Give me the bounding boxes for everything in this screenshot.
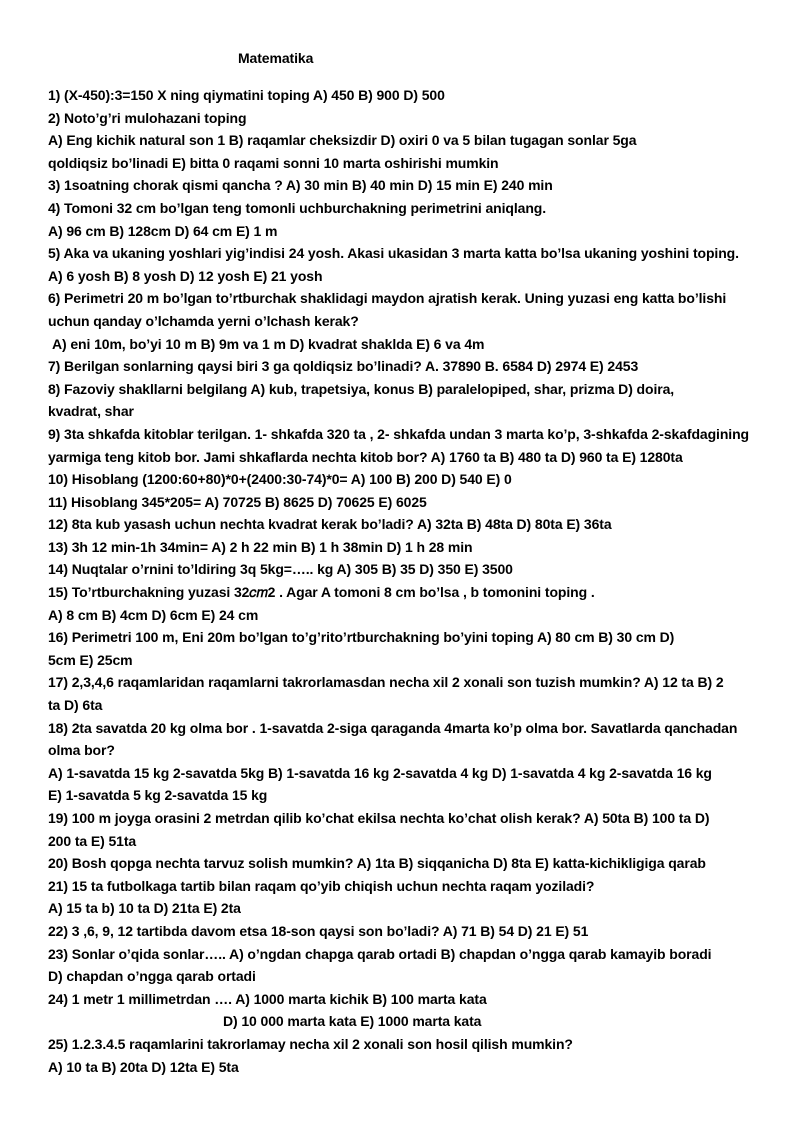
text-line bbox=[48, 84, 776, 107]
text-line-content: 12) 8ta kub yasash uchun nechta kvadrat kerak bo’ladi? A) 32ta B) 48ta D) 80ta E) 36ta bbox=[48, 516, 612, 533]
text-line-content: qoldiqsiz bo’linadi E) bitta 0 raqami sonni 10 marta oshirishi mumkin bbox=[48, 154, 499, 171]
text-line-content: D) chapdan o’ngga qarab ortadi bbox=[48, 968, 256, 985]
text-line-content: A) Eng kichik natural son 1 B) raqamlar cheksizdir D) oxiri 0 va 5 bilan tugagan sonlar 5ga bbox=[48, 132, 637, 149]
text-line bbox=[48, 355, 776, 378]
text-line bbox=[48, 807, 776, 830]
text-line-content: 25) 1.2.3.4.5 raqamlarini takrorlamay necha xil 2 xonali son hosil qilish mumkin? bbox=[48, 1035, 573, 1052]
text-line-content: 8) Fazoviy shakllarni belgilang A) kub, trapetsiya, konus B) paralelopiped, shar, prizma D) doira, bbox=[48, 380, 675, 397]
text-line-content: yarmiga teng kitob bor. Jami shkaflarda nechta kitob bor? A) 1760 ta B) 480 ta D) 960 ta E) 1280ta bbox=[48, 448, 683, 465]
text-line-content: kvadrat, shar bbox=[48, 403, 134, 420]
text-line-content: 19) 100 m joyga orasini 2 metrdan qilib ko’chat ekilsa nechta ko’chat olish kerak? A) 50ta B) 100 ta D) bbox=[48, 810, 710, 826]
text-line bbox=[48, 423, 776, 446]
page-title: Matematika bbox=[238, 50, 314, 66]
text-line-content: 3) 1soatning chorak qismi qancha ? A) 30 min B) 40 min D) 15 min E) 240 min bbox=[48, 177, 553, 194]
text-line bbox=[48, 671, 776, 694]
text-line bbox=[48, 875, 776, 898]
text-line bbox=[48, 242, 776, 265]
text-line-content: 6) Perimetri 20 m bo’lgan to’rtburchak shaklidagi maydon ajratish kerak. Uning yuzasi eng katta bo’lishi bbox=[48, 290, 727, 307]
text-line bbox=[48, 649, 776, 672]
text-line-content: 7) Berilgan sonlarning qaysi biri 3 ga qoldiqsiz bo’linadi? A. 37890 B. 6584 D) 2974 E) 2453 bbox=[48, 358, 639, 375]
text-line bbox=[48, 129, 776, 152]
text-line-content: 16) Perimetri 100 m, Eni 20m bo’lgan to’g’rito’rtburchakning bo’yini toping A) 80 cm B) 30 cm D) bbox=[48, 629, 675, 646]
text-line-content: 22) 3 ,6, 9, 12 tartibda davom etsa 18-son qaysi son bo’ladi? A) 71 B) 54 D) 21 E) 51 bbox=[48, 922, 589, 939]
text-line-content: A) 10 ta B) 20ta D) 12ta E) 5ta bbox=[48, 1058, 239, 1075]
text-line bbox=[48, 717, 776, 740]
text-line bbox=[48, 468, 776, 491]
text-line bbox=[48, 310, 776, 333]
text-line-content: A) 6 yosh B) 8 yosh D) 12 yosh E) 21 yosh bbox=[48, 267, 323, 284]
text-line bbox=[48, 626, 776, 649]
text-line-content: A) 96 cm B) 128cm D) 64 cm E) 1 m bbox=[48, 222, 278, 239]
text-line-content: A) 15 ta b) 10 ta D) 21ta E) 2ta bbox=[48, 900, 241, 917]
text-line-content: olma bor? bbox=[48, 742, 115, 759]
text-line-content: A) eni 10m, bo’yi 10 m B) 9m va 1 m D) kvadrat shaklda E) 6 va 4m bbox=[52, 335, 485, 352]
text-line-content: 21) 15 ta futbolkaga tartib bilan raqam qo’yib chiqish uchun nechta raqam yoziladi? bbox=[48, 877, 595, 894]
text-line bbox=[48, 830, 776, 853]
text-line-content: 14) Nuqtalar o’rnini to’ldiring 3q 5kg=….. kg A) 305 B) 35 D) 350 E) 3500 bbox=[48, 561, 513, 578]
text-line bbox=[48, 287, 776, 310]
text-line bbox=[48, 400, 776, 423]
question-list bbox=[48, 84, 776, 1078]
text-line-content: 1) (X-450):3=150 X ning qiymatini toping A) 450 B) 900 D) 500 bbox=[48, 87, 445, 103]
text-line-content: 200 ta E) 51ta bbox=[48, 832, 137, 849]
text-line bbox=[48, 604, 776, 627]
text-line bbox=[48, 581, 776, 604]
text-line bbox=[48, 446, 776, 469]
text-line bbox=[48, 491, 776, 514]
text-line bbox=[48, 536, 776, 559]
text-line-content: 17) 2,3,4,6 raqamlaridan raqamlarni takrorlamasdan necha xil 2 xonali son tuzish mumkin? A) 12 ta B) 2 bbox=[48, 674, 724, 691]
text-line bbox=[48, 174, 776, 197]
text-line bbox=[48, 197, 776, 220]
text-line bbox=[48, 694, 776, 717]
text-line-content: A) 8 cm B) 4cm D) 6cm E) 24 cm bbox=[48, 606, 259, 623]
text-line-content: A) 1-savatda 15 kg 2-savatda 5kg B) 1-savatda 16 kg 2-savatda 4 kg D) 1-savatda 4 kg 2-savatda 16 kg bbox=[48, 764, 712, 781]
text-line-content: 5cm E) 25cm bbox=[48, 651, 133, 668]
text-line bbox=[48, 107, 776, 130]
text-line bbox=[48, 1010, 776, 1033]
text-line-content: 10) Hisoblang (1200:60+80)*0+(2400:30-74)*0= A) 100 B) 200 D) 540 E) 0 bbox=[48, 471, 512, 488]
text-line-content: 13) 3h 12 min-1h 34min= A) 2 h 22 min B) 1 h 38min D) 1 h 28 min bbox=[48, 538, 473, 555]
text-line bbox=[48, 152, 776, 175]
text-line bbox=[48, 784, 776, 807]
text-line-content: 18) 2ta savatda 20 kg olma bor . 1-savatda 2-siga qaraganda 4marta ko’p olma bor. Savatlarda qanchadan bbox=[48, 719, 738, 736]
text-line bbox=[48, 762, 776, 785]
text-line bbox=[48, 897, 776, 920]
text-line bbox=[48, 265, 776, 288]
text-line bbox=[48, 943, 776, 966]
text-line bbox=[48, 513, 776, 536]
text-line-content: 9) 3ta shkafda kitoblar terilgan. 1- shkafda 320 ta , 2- shkafda undan 3 marta ko’p, 3-shkafda 2-skafdagining bbox=[48, 425, 749, 442]
text-line bbox=[48, 1033, 776, 1056]
text-line-content: 4) Tomoni 32 cm bo’lgan teng tomonli uchburchakning perimetrini aniqlang. bbox=[48, 199, 547, 216]
text-line-content: 20) Bosh qopga nechta tarvuz solish mumkin? A) 1ta B) siqqanicha D) 8ta E) katta-kichikligiga qarab bbox=[48, 855, 706, 872]
text-line-content: D) 10 000 marta kata E) 1000 marta kata bbox=[223, 1013, 482, 1030]
text-line bbox=[48, 333, 776, 356]
text-line bbox=[48, 1056, 776, 1079]
text-line bbox=[48, 852, 776, 875]
text-line bbox=[48, 965, 776, 988]
text-line bbox=[48, 920, 776, 943]
text-line bbox=[48, 220, 776, 243]
text-line bbox=[48, 558, 776, 581]
text-line bbox=[48, 988, 776, 1011]
text-line-content: 15) To’rtburchakning yuzasi 32𝑐𝑚2 . Agar A tomoni 8 cm bo’lsa , b tomonini toping . bbox=[48, 584, 595, 601]
text-line-content: 23) Sonlar o’qida sonlar….. A) o’ngdan chapga qarab ortadi B) chapdan o’ngga qarab kamayib boradi bbox=[48, 945, 712, 962]
text-line-content: 11) Hisoblang 345*205= A) 70725 B) 8625 D) 70625 E) 6025 bbox=[48, 493, 427, 510]
text-line bbox=[48, 378, 776, 401]
text-line-content: 24) 1 metr 1 millimetrdan …. A) 1000 marta kichik B) 100 marta kata bbox=[48, 990, 487, 1007]
text-line-content: uchun qanday o’lchamda yerni o’lchash kerak? bbox=[48, 312, 359, 329]
text-line-content: E) 1-savatda 5 kg 2-savatda 15 kg bbox=[48, 787, 268, 804]
text-line-content: ta D) 6ta bbox=[48, 697, 103, 714]
text-line-content: 2) Noto’g’ri mulohazani toping bbox=[48, 109, 247, 126]
text-line-content: 5) Aka va ukaning yoshlari yig’indisi 24 yosh. Akasi ukasidan 3 marta katta bo’lsa ukaning yoshini toping. bbox=[48, 245, 739, 262]
text-line bbox=[48, 739, 776, 762]
